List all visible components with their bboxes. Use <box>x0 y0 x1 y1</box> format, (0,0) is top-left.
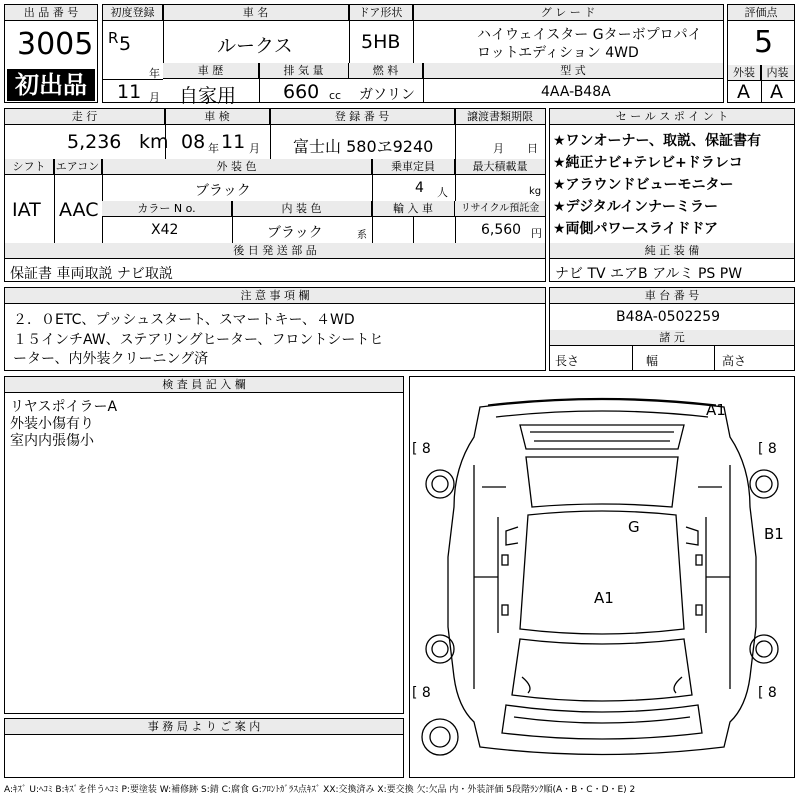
color-value: ブラック <box>195 183 251 199</box>
office-box <box>4 718 404 778</box>
car-name: ルークス <box>217 35 293 57</box>
inspector-box <box>4 376 404 714</box>
notes-line-1: ２．０ETC、プッシュスタート、スマートキー、４WD <box>13 312 355 328</box>
sales-point-label: セ ー ル ス ポ イ ン ト <box>550 109 794 125</box>
displacement-value: 660 <box>283 81 320 103</box>
intcolor-label: 内 装 色 <box>232 201 372 217</box>
notes-box <box>4 287 546 371</box>
inspection-year: 08 <box>181 131 206 153</box>
inspector-line-2: 外装小傷有り <box>10 416 94 432</box>
vehicle-detail-table <box>4 108 546 282</box>
recycle-label: リサイクル預託金 <box>455 201 545 217</box>
lot-number-value: 3005 <box>17 27 94 62</box>
lot-number-box <box>4 4 98 103</box>
import-label: 輸 入 車 <box>372 201 455 217</box>
score-value: 5 <box>754 25 774 60</box>
inspection-month: 11 <box>221 131 246 153</box>
shift-label: シフト <box>5 159 54 175</box>
history-value: 自家用 <box>179 85 237 107</box>
tire-front-left: [ 8 <box>412 685 431 701</box>
displacement-unit: cc <box>329 89 342 102</box>
colorno-label: カラー N o. <box>102 201 232 217</box>
reg-month: 11 <box>117 81 142 103</box>
inspection-label: 車 検 <box>165 109 270 125</box>
load-unit: kg <box>529 186 542 197</box>
recycle-value: 6,560 <box>481 222 522 238</box>
mark-hood: A1 <box>594 589 614 607</box>
inspection-year-unit: 年 <box>208 142 219 155</box>
notes-line-2: １５インチAW、ステアリングヒーター、フロントシートヒ <box>13 332 384 348</box>
later-parts-value: 保証書 車両取説 ナビ取説 <box>10 266 173 282</box>
inspector-line-1: リヤスポイラーA <box>10 399 118 415</box>
sales-point-2: ★純正ナビ+テレビ+ドラレコ <box>553 155 743 171</box>
colorno-value: X42 <box>151 222 179 238</box>
reg-month-unit: 月 <box>149 91 160 104</box>
notes-line-3: ーター、内外装クリーニング済 <box>13 351 209 367</box>
inspector-line-3: 室内内張傷小 <box>10 433 94 449</box>
transfer-day-unit: 日 <box>527 142 538 155</box>
lot-number-label: 出 品 番 号 <box>5 5 97 21</box>
transfer-month-unit: 月 <box>493 142 504 155</box>
length-label: 長さ <box>555 354 580 368</box>
later-parts-label: 後 日 発 送 部 品 <box>5 243 545 259</box>
sales-point-5: ★両側パワースライドドア <box>553 221 719 237</box>
reg-year-unit: 年 <box>149 67 160 80</box>
car-outline-diagram <box>410 377 794 777</box>
history-label: 車 歴 <box>163 63 259 79</box>
score-label: 評価点 <box>728 5 794 21</box>
displacement-label: 排 気 量 <box>259 63 349 79</box>
mileage-value: 5,236 <box>67 131 122 153</box>
mileage-unit: km <box>139 131 169 153</box>
door-type: 5HB <box>361 31 401 53</box>
recycle-unit: 円 <box>531 227 542 240</box>
top-info-table <box>102 4 724 107</box>
damage-diagram <box>409 376 795 778</box>
height-label: 高さ <box>722 354 747 368</box>
capacity-label: 乗車定員 <box>372 159 455 175</box>
damage-legend: A:ｷｽﾞ U:ﾍｺﾐ B:ｷｽﾞを伴うﾍｺﾐ P:要塗装 W:補修跡 S:錆 C:腐食 G:ﾌﾛﾝﾄｶﾞﾗｽ点ｷｽﾞ XX:交換済み X:要交換 欠:欠品 内・外装評価 5段階ﾗﾝｸ順(A・B・C・D・E) 2 <box>4 785 636 795</box>
first-listing-badge: 初出品 <box>7 69 95 101</box>
width-label: 幅 <box>646 354 659 368</box>
capacity-unit: 人 <box>437 186 448 199</box>
shift-value: IAT <box>12 199 41 221</box>
reg-era: R <box>108 29 119 47</box>
grade-line-2: ロットエディション 4WD <box>477 45 639 61</box>
plate-value: 富士山 580ヱ9240 <box>293 137 434 156</box>
ac-label: エアコン <box>54 159 102 175</box>
equipment-value: ナビ TV エアB アルミ PS PW <box>555 266 743 282</box>
model-value: 4AA-B48A <box>541 84 611 100</box>
sales-point-4: ★デジタルインナーミラー <box>553 199 719 215</box>
sales-point-box <box>549 108 795 282</box>
interior-score: A <box>770 81 783 103</box>
intcolor-value: ブラック <box>267 225 323 241</box>
inspection-month-unit: 月 <box>249 142 260 155</box>
transfer-label: 譲渡書類期限 <box>455 109 545 125</box>
chassis-box <box>549 287 795 371</box>
fuel-label: 燃 料 <box>349 63 423 79</box>
model-label: 型 式 <box>423 63 723 79</box>
ac-value: AAC <box>59 199 99 221</box>
tire-rear-right: [ 8 <box>758 441 777 457</box>
score-box <box>727 4 795 103</box>
grade-line-1: ハイウェイスター Gターボプロパイ <box>477 27 702 43</box>
sales-point-3: ★アラウンドビューモニター <box>553 177 734 193</box>
interior-label: 内装 <box>761 65 794 81</box>
color-label: 外 装 色 <box>102 159 372 175</box>
office-label: 事 務 局 よ り ご 案 内 <box>5 719 403 735</box>
load-label: 最大積載量 <box>455 159 545 175</box>
grade-label: グ レ ー ド <box>413 5 723 21</box>
mark-rear-spoiler: A1 <box>706 401 726 419</box>
intcolor-unit: 系 <box>357 230 367 241</box>
chassis-label: 車 台 番 号 <box>550 288 794 304</box>
exterior-score: A <box>737 81 750 103</box>
exterior-label: 外装 <box>728 65 761 81</box>
tire-front-right: [ 8 <box>758 685 777 701</box>
mark-windshield: G <box>628 518 640 536</box>
plate-label: 登 録 番 号 <box>270 109 455 125</box>
equipment-label: 純 正 装 備 <box>550 243 794 259</box>
reg-year: 5 <box>119 33 132 55</box>
name-label: 車 名 <box>163 5 349 21</box>
tire-rear-left: [ 8 <box>412 441 431 457</box>
notes-label: 注 意 事 項 欄 <box>5 288 545 304</box>
fuel-value: ガソリン <box>359 87 415 103</box>
inspector-label: 検 査 員 記 入 欄 <box>5 377 403 393</box>
sales-point-1: ★ワンオーナー、取説、保証書有 <box>553 133 761 149</box>
door-label: ドア形状 <box>349 5 413 21</box>
chassis-value: B48A-0502259 <box>616 309 721 325</box>
mileage-label: 走 行 <box>5 109 165 125</box>
mark-right-side: B1 <box>764 525 784 543</box>
dimensions-label: 諸 元 <box>550 330 794 346</box>
reg-label: 初度登録 <box>103 5 163 21</box>
capacity-value: 4 <box>415 180 424 196</box>
